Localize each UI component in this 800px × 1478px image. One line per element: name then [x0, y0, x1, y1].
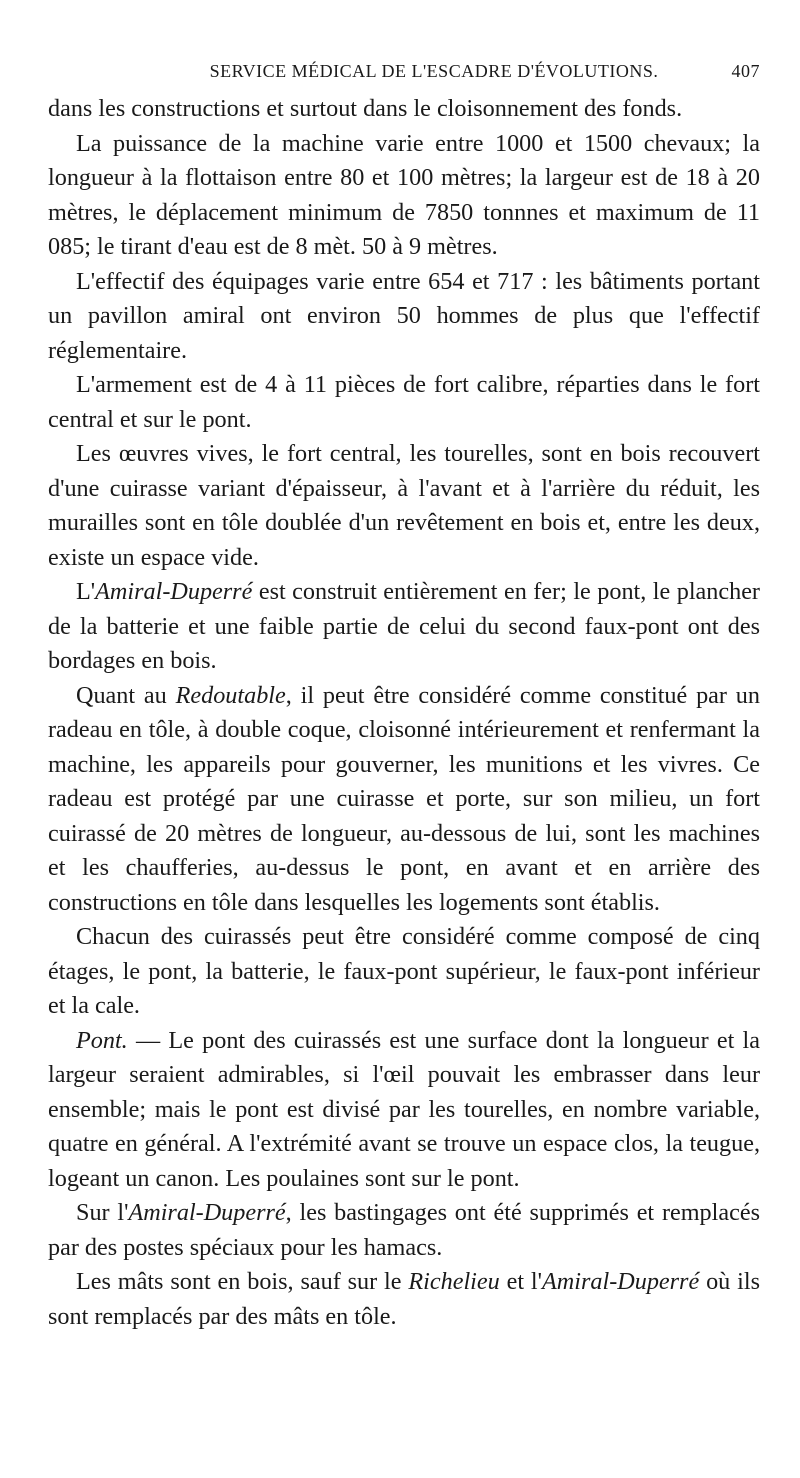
p10-before: Les mâts sont en bois, sauf sur le [76, 1268, 409, 1295]
running-title: SERVICE MÉDICAL DE L'ESCADRE D'ÉVOLUTIONS. [209, 61, 659, 81]
book-page [48, 58, 760, 1334]
paragraph-9 [48, 1196, 760, 1265]
p6-before: Quant au [76, 681, 176, 709]
p6-after: , il peut être considéré comme constitué par un radeau en tôle, à double coque, cloisonné intérieurement et renfermant la machine, les appareils pour gouverner, les munitions et les vivres. Ce radeau est protégé par une cuirasse et porte, sur son milieu, un fort cuirassé de 20 mètres de longueur, au-dessous de lui, sont les machines et les chaufferies, au-dessus le pont, en avant et en arrière des constructions en tôle dans lesquelles les logements sont établis. [48, 681, 760, 916]
p5-before: L' [76, 578, 96, 605]
ship-name-amiral-duperre: Amiral-Duperré [95, 578, 253, 605]
p9-after: , les bastingages ont été supprimés et remplacés par des postes spéciaux pour les hamacs. [48, 1199, 760, 1261]
p10-middle: et l' [499, 1268, 543, 1295]
page-number: 407 [731, 61, 760, 81]
paragraph-6 [48, 679, 760, 921]
paragraph-3: L'armement est de 4 à 11 pièces de fort calibre, réparties dans le fort central et sur le pont. [48, 371, 760, 433]
paragraph-4: Les œuvres vives, le fort central, les tourelles, sont en bois recouvert d'une cuirasse variant d'épaisseur, à l'avant et à l'arrière du réduit, les murailles sont en tôle doublée d'un revêtement en bois et, entre les deux, existe un espace vide. [48, 440, 760, 571]
paragraph-2: L'effectif des équipages varie entre 654 et 717 : les bâtiments portant un pavillon amiral ont environ 50 hommes de plus que l'effectif réglementaire. [48, 267, 760, 364]
p10-after: où ils sont remplacés par des mâts en tôle. [48, 1268, 760, 1330]
paragraph-5 [48, 575, 760, 679]
paragraph-0: dans les constructions et surtout dans le cloisonnement des fonds. [48, 95, 683, 122]
paragraph-1: La puissance de la machine varie entre 1000 et 1500 chevaux; la longueur à la flottaison entre 80 et 100 mètres; la largeur est de 18 à 20 mètres, le déplacement minimum de 7850 tonnnes et maximum de 11 085; le tirant d'eau est de 8 mèt. 50 à 9 mètres. [48, 129, 760, 260]
ship-name-amiral-duperre-2: Amiral-Duperré [128, 1199, 286, 1226]
paragraph-7: Chacun des cuirassés peut être considéré comme composé de cinq étages, le pont, la batterie, le faux-pont supérieur, le faux-pont inférieur et la cale. [48, 923, 760, 1019]
p5-after: est construit entièrement en fer; le pont, le plancher de la batterie et une faible partie de celui du second faux-pont ont des bordages en bois. [48, 578, 760, 674]
paragraph-8 [48, 1024, 760, 1197]
section-heading-pont: Pont. [76, 1026, 128, 1054]
paragraph-10 [48, 1265, 760, 1334]
running-header [48, 58, 760, 84]
ship-name-amiral-duperre-3: Amiral-Duperré [542, 1268, 700, 1295]
ship-name-richelieu: Richelieu [408, 1268, 500, 1295]
p9-before: Sur l' [76, 1199, 129, 1226]
p8-text: — Le pont des cuirassés est une surface dont la longueur et la largeur seraient admirables, si l'œil pouvait les embrasser dans leur ensemble; mais le pont est divisé par les tourelles, en nombre variable, quatre en général. A l'extrémité avant se trouve un espace clos, la teugue, logeant un canon. Les poulaines sont sur le pont. [48, 1026, 760, 1192]
body-text [48, 92, 760, 1334]
ship-name-redoutable: Redoutable [175, 681, 286, 709]
